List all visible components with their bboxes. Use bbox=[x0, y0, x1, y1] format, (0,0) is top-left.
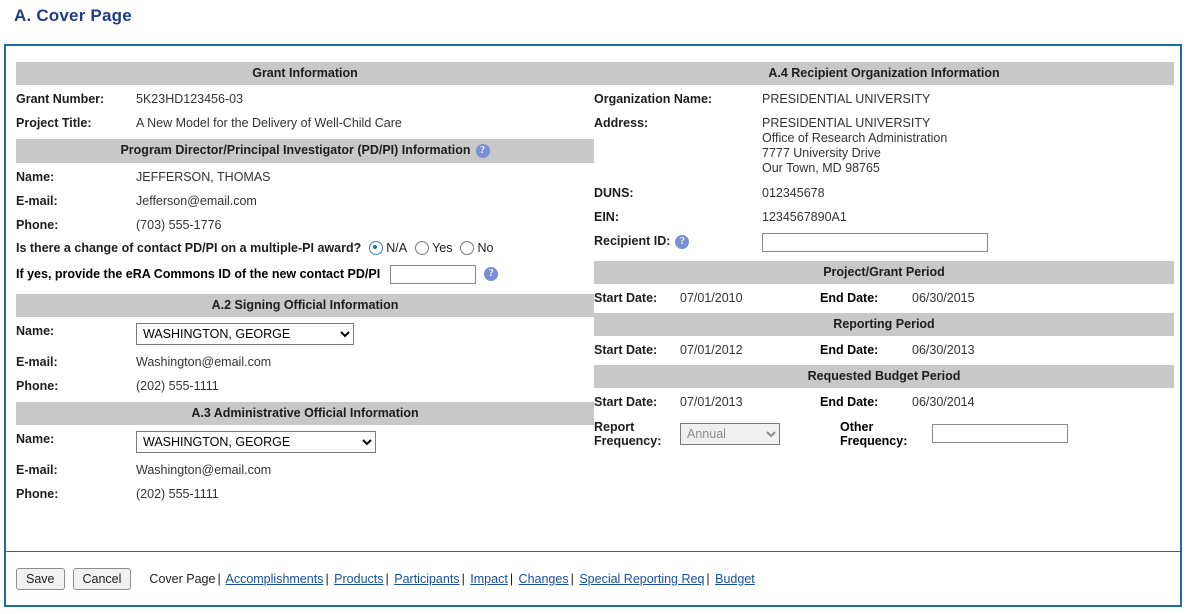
grant-number-label: Grant Number: bbox=[16, 92, 105, 106]
signing-official-phone-row bbox=[16, 378, 594, 393]
right-column bbox=[594, 62, 1174, 448]
address-line-1: PRESIDENTIAL UNIVERSITY bbox=[762, 116, 931, 130]
signing-official-name-select[interactable] bbox=[136, 323, 354, 345]
form-body bbox=[6, 46, 1180, 551]
address-label: Address: bbox=[594, 116, 649, 130]
recipient-id-label: Recipient ID: bbox=[594, 234, 671, 248]
signing-official-name-label: Name: bbox=[16, 323, 55, 338]
signing-official-name-row bbox=[16, 323, 594, 345]
signing-official-header: A.2 Signing Official Information bbox=[16, 294, 594, 317]
era-commons-row bbox=[16, 265, 594, 284]
pdpi-name-value: JEFFERSON, THOMAS bbox=[136, 169, 271, 184]
admin-official-name-row bbox=[16, 431, 594, 453]
radio-yes[interactable] bbox=[415, 241, 429, 255]
reporting-period-dates-row bbox=[594, 342, 1174, 357]
nav-link-accomplishments[interactable]: Accomplishments bbox=[225, 571, 324, 586]
reporting-period-start-value: 07/01/2012 bbox=[680, 343, 743, 357]
left-column bbox=[16, 62, 594, 510]
cover-page-form bbox=[4, 44, 1182, 607]
address-line-2: Office of Research Administration bbox=[762, 131, 948, 145]
pdpi-change-option-no[interactable] bbox=[460, 241, 493, 255]
admin-official-header: A.3 Administrative Official Information bbox=[16, 402, 594, 425]
nav-link-changes[interactable]: Changes bbox=[518, 571, 569, 586]
cancel-button[interactable]: Cancel bbox=[73, 568, 132, 590]
nav-link-budget[interactable]: Budget bbox=[715, 571, 755, 586]
signing-official-email-label: E-mail: bbox=[16, 354, 58, 369]
pdpi-phone-label: Phone: bbox=[16, 217, 59, 232]
project-title-row bbox=[16, 115, 594, 130]
duns-value: 012345678 bbox=[762, 186, 825, 200]
admin-official-phone-row bbox=[16, 486, 594, 501]
admin-official-name-select[interactable] bbox=[136, 431, 376, 453]
radio-na-label: N/A bbox=[386, 240, 408, 255]
other-frequency-label: Other Frequency: bbox=[840, 419, 908, 448]
admin-official-email-label: E-mail: bbox=[16, 462, 58, 477]
pdpi-email-label: E-mail: bbox=[16, 193, 58, 208]
form-footer bbox=[6, 552, 1180, 605]
admin-official-email-row bbox=[16, 462, 594, 477]
help-icon[interactable]: ? bbox=[675, 235, 689, 249]
reporting-period-end-label: End Date: bbox=[820, 342, 879, 357]
radio-yes-label: Yes bbox=[432, 240, 453, 255]
help-icon[interactable]: ? bbox=[484, 267, 498, 281]
other-frequency-input[interactable] bbox=[932, 424, 1068, 443]
era-commons-label: If yes, provide the eRA Commons ID of the new contact PD/PI bbox=[16, 267, 381, 282]
radio-no-label: No bbox=[477, 240, 494, 255]
pdpi-change-option-yes[interactable] bbox=[415, 241, 452, 255]
duns-label: DUNS: bbox=[594, 186, 634, 200]
reporting-period-start-label: Start Date: bbox=[594, 343, 658, 357]
section-nav-links: Cover Page | Accomplishments | Products | Participants | Impact | Changes | Special Reporting Req | Budget bbox=[149, 571, 755, 586]
signing-official-phone-label: Phone: bbox=[16, 378, 59, 393]
recipient-id-row bbox=[594, 233, 1174, 252]
help-icon[interactable]: ? bbox=[476, 144, 490, 158]
nav-link-participants[interactable]: Participants bbox=[394, 571, 460, 586]
radio-no[interactable] bbox=[460, 241, 474, 255]
recipient-org-header: A.4 Recipient Organization Information bbox=[594, 62, 1174, 85]
pdpi-change-question-row bbox=[16, 241, 594, 255]
nav-link-impact[interactable]: Impact bbox=[470, 571, 508, 586]
project-period-start-label: Start Date: bbox=[594, 291, 658, 305]
recipient-id-label-wrap bbox=[594, 233, 762, 249]
project-period-header: Project/Grant Period bbox=[594, 261, 1174, 284]
project-period-end-label: End Date: bbox=[820, 290, 879, 305]
organization-name-value: PRESIDENTIAL UNIVERSITY bbox=[762, 92, 931, 106]
nav-link-special-reporting-req[interactable]: Special Reporting Req bbox=[579, 571, 705, 586]
grant-number-row bbox=[16, 91, 594, 106]
pdpi-information-header bbox=[16, 139, 594, 163]
frequency-row bbox=[594, 419, 1174, 448]
ein-value: 1234567890A1 bbox=[762, 210, 847, 224]
address-line-4: Our Town, MD 98765 bbox=[762, 161, 880, 175]
organization-name-label: Organization Name: bbox=[594, 92, 713, 106]
admin-official-phone-label: Phone: bbox=[16, 486, 59, 501]
budget-period-end-label: End Date: bbox=[820, 394, 879, 409]
ein-row bbox=[594, 209, 1174, 224]
project-title-value: A New Model for the Delivery of Well-Child Care bbox=[136, 116, 402, 130]
pdpi-phone-row bbox=[16, 217, 594, 232]
grant-number-value: 5K23HD123456-03 bbox=[136, 92, 244, 106]
duns-row bbox=[594, 185, 1174, 200]
signing-official-phone-value: (202) 555-1111 bbox=[136, 378, 219, 393]
project-period-end-value: 06/30/2015 bbox=[912, 291, 975, 305]
reporting-period-end-value: 06/30/2013 bbox=[912, 343, 975, 357]
nav-link-cover-page: Cover Page bbox=[149, 571, 216, 586]
budget-period-start-value: 07/01/2013 bbox=[680, 395, 743, 409]
admin-official-phone-value: (202) 555-1111 bbox=[136, 486, 219, 501]
signing-official-email-value: Washington@email.com bbox=[136, 354, 272, 369]
report-frequency-label: Report Frequency: bbox=[594, 420, 662, 448]
nav-link-products[interactable]: Products bbox=[334, 571, 384, 586]
pdpi-email-value: Jefferson@email.com bbox=[136, 193, 257, 208]
era-commons-input[interactable] bbox=[390, 265, 476, 284]
admin-official-email-value: Washington@email.com bbox=[136, 462, 272, 477]
pdpi-change-option-na[interactable] bbox=[369, 241, 407, 255]
organization-name-row bbox=[594, 91, 1174, 106]
grant-information-header: Grant Information bbox=[16, 62, 594, 85]
pdpi-change-question-label: Is there a change of contact PD/PI on a multiple-PI award? bbox=[16, 240, 362, 255]
budget-period-header: Requested Budget Period bbox=[594, 365, 1174, 388]
reporting-period-header: Reporting Period bbox=[594, 313, 1174, 336]
pdpi-email-row bbox=[16, 193, 594, 208]
budget-period-dates-row bbox=[594, 394, 1174, 409]
report-frequency-select[interactable] bbox=[680, 423, 780, 445]
project-title-label: Project Title: bbox=[16, 116, 92, 130]
pdpi-name-row bbox=[16, 169, 594, 184]
admin-official-name-label: Name: bbox=[16, 431, 55, 446]
project-period-dates-row bbox=[594, 290, 1174, 305]
save-button[interactable]: Save bbox=[16, 568, 65, 590]
signing-official-email-row bbox=[16, 354, 594, 369]
pdpi-name-label: Name: bbox=[16, 169, 55, 184]
budget-period-end-value: 06/30/2014 bbox=[912, 395, 975, 409]
address-row bbox=[594, 115, 1174, 176]
budget-period-start-label: Start Date: bbox=[594, 395, 658, 409]
ein-label: EIN: bbox=[594, 210, 619, 224]
address-line-3: 7777 University Drive bbox=[762, 146, 881, 160]
radio-na[interactable] bbox=[369, 241, 383, 255]
pdpi-information-heading-text: Program Director/Principal Investigator (PD/PI) Information bbox=[120, 143, 471, 157]
recipient-id-input[interactable] bbox=[762, 233, 988, 252]
address-value bbox=[762, 115, 947, 176]
pdpi-phone-value: (703) 555-1776 bbox=[136, 217, 222, 232]
project-period-start-value: 07/01/2010 bbox=[680, 291, 743, 305]
page-title: A. Cover Page bbox=[14, 6, 132, 25]
